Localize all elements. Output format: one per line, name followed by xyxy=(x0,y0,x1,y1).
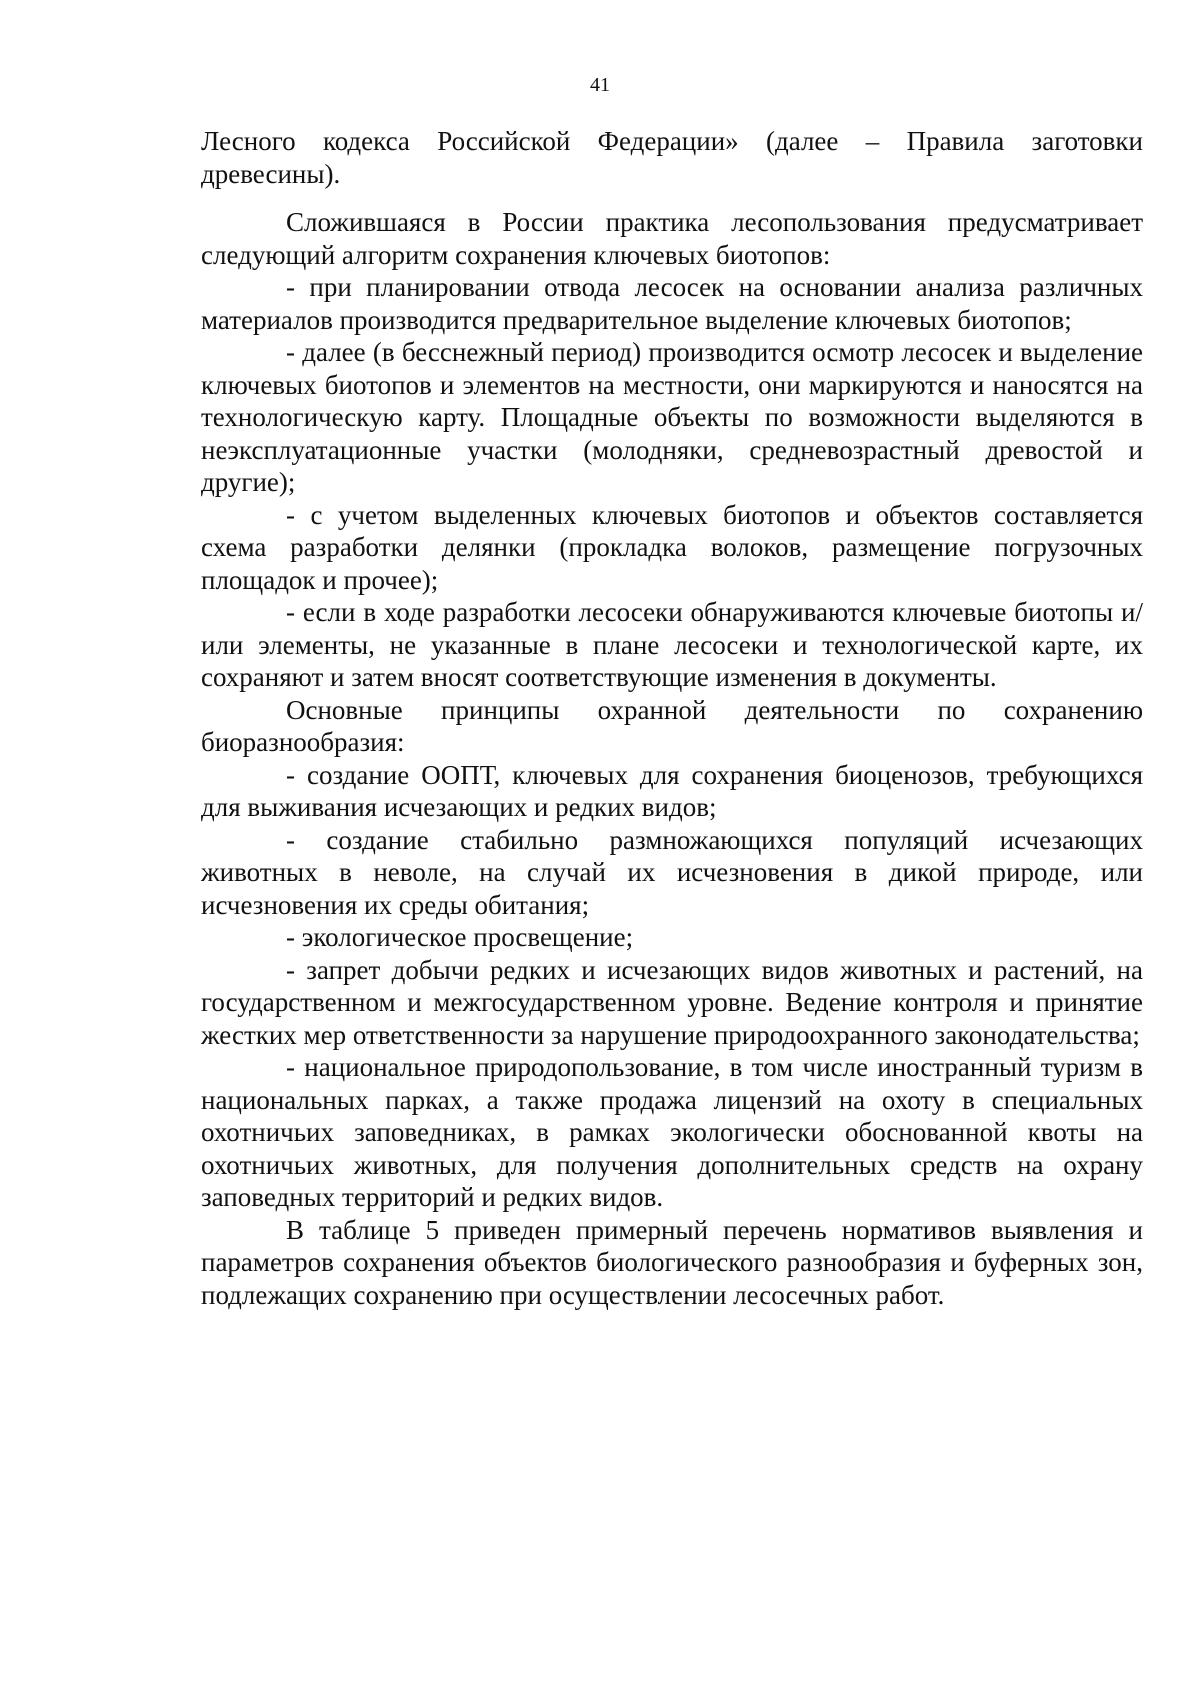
document-body xyxy=(201,125,1143,1311)
paragraph-table-reference: В таблице 5 приведен примерный перечень нормативов выявления и параметров сохранения объектов биологического разнообразия и буферных зон, подлежащих сохранению при осуществлении лесосечных работ. xyxy=(201,1214,1143,1310)
list-item-hunting-ban: - запрет добычи редких и исчезающих видов животных и растений, на государственном и межгосударственном уровне. Ведение контроля и принятие жестких мер ответственности за нарушение природоохранного законодательства; xyxy=(201,954,1143,1050)
list-item-planning: - при планировании отвода лесосек на основании анализа различных материалов производится предварительное выделение ключевых биотопов; xyxy=(201,272,1143,335)
list-item-scheme: - с учетом выделенных ключевых биотопов и объектов составляется схема разработки делянки (прокладка волоков, размещение погрузочных площадок и прочее); xyxy=(201,499,1143,595)
list-item-protected-areas: - создание ООПТ, ключевых для сохранения биоценозов, требующихся для выживания исчезающих и редких видов; xyxy=(201,759,1143,822)
list-item-inspection: - далее (в бесснежный период) производится осмотр лесосек и выделение ключевых биотопов и элементов на местности, они маркируются и наносятся на технологическую карту. Площадные объекты по возможности выделяются в неэксплуатационные участки (молодняки, средневозрастный древостой и другие); xyxy=(201,337,1143,497)
list-item-discovery: - если в ходе разработки лесосеки обнаруживаются ключевые биотопы и/или элементы, не указанные в плане лесосеки и технологической карте, их сохраняют и затем вносят соответствующие изменения в документы. xyxy=(201,597,1143,692)
paragraph-continuation: Лесного кодекса Российской Федерации» (далее – Правила заготовки древесины). xyxy=(201,126,1143,189)
list-item-education: - экологическое просвещение; xyxy=(286,922,634,952)
paragraph-practice-intro: Сложившаяся в России практика лесопользования предусматривает следующий алгоритм сохранения ключевых биотопов: xyxy=(201,207,1143,270)
paragraph-principles-intro: Основные принципы охранной деятельности по сохранению биоразнообразия: xyxy=(201,694,1143,757)
page-number: 41 xyxy=(590,74,610,96)
list-item-national-use: - национальное природопользование, в том числе иностранный туризм в национальных парках, а также продажа лицензий на охоту в специальных охотничьих заповедниках, в рамках экологически обоснованной квоты на охотничьих животных, для получения дополнительных средств на охрану заповедных территорий и редких видов. xyxy=(201,1052,1143,1212)
list-item-captive-populations: - создание стабильно размножающихся популяций исчезающих животных в неволе, на случай их исчезновения в дикой природе, или исчезновения их среды обитания; xyxy=(201,824,1143,920)
